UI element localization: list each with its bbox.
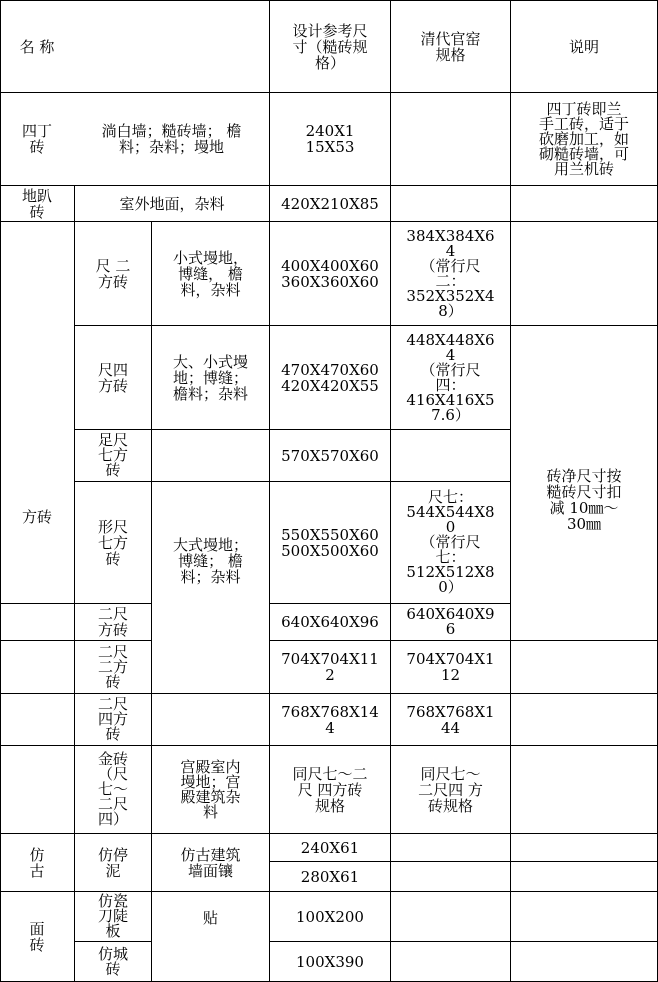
mianzhuan-design-size-b: 100X390	[296, 952, 364, 971]
er-chi-design-size: 640X640X96	[281, 613, 379, 631]
er-chi-name: 二尺 方砖	[97, 605, 128, 639]
header-name: 名 称	[19, 37, 55, 56]
sigong-use: 淌白墙；糙砖墙； 檐 料；杂料；墁地	[101, 122, 242, 156]
xing-chiqi-use: 大式墁地； 博缝； 檐 料；杂料	[172, 536, 248, 586]
header-design-size: 设计参考尺 寸（糙砖规 格）	[292, 21, 368, 72]
sigong-note: 四丁砖即兰 手工砖，适于 砍磨加工，如 砌糙砖墙，可 用兰机砖	[538, 99, 629, 178]
chi-si-name: 尺四 方砖	[97, 360, 128, 395]
er-chi-qing-size: 640X640X9 6	[406, 605, 495, 638]
dipa-design-size: 420X210X85	[281, 194, 379, 213]
chi-si-design-size: 470X470X60 420X420X55	[281, 360, 379, 395]
dipa-use: 室外地面，杂料	[119, 194, 225, 213]
xing-chiqi-design-size: 550X550X60 500X500X60	[281, 525, 379, 560]
header-qing-size: 清代官窑 规格	[420, 29, 481, 64]
er-chi-er-name: 二尺 二方 砖	[97, 642, 128, 691]
chi-er-design-size: 400X400X60 360X360X60	[281, 256, 379, 291]
mianzhuan-use: 贴	[202, 909, 218, 927]
xing-chiqi-name: 形尺 七方 砖	[97, 517, 128, 568]
er-chi-si-qing-size: 768X768X1 44	[406, 702, 495, 737]
mianzhuan-name-a: 仿瓷 刀陡 板	[97, 892, 128, 940]
fanggu-design-size-a: 240X61	[300, 838, 360, 857]
jinzhuan-name: 金砖 （尺 七～ 二尺 四）	[97, 750, 128, 828]
zu-chiqi-name: 足尺 七方 砖	[97, 431, 128, 479]
chi-si-qing-size: 448X448X6 4 （常行尺 四： 416X416X5 7.6）	[406, 330, 495, 424]
chi-er-qing-size: 384X384X6 4 （常行尺 二： 352X352X4 8）	[406, 226, 495, 320]
mianzhuan-design-size-a: 100X200	[296, 907, 364, 926]
fanggu-name: 仿停 泥	[97, 845, 128, 880]
sigong-name: 四丁 砖	[21, 122, 52, 156]
zu-chiqi-design-size: 570X570X60	[281, 446, 379, 465]
er-chi-er-design-size: 704X704X11 2	[281, 650, 379, 684]
chi-er-name: 尺 二 方砖	[95, 256, 131, 291]
chi-er-use: 小式墁地， 博缝， 檐 料，杂料	[172, 248, 248, 299]
fanggu-use: 仿古建筑 墙面镶	[180, 845, 241, 880]
header-note: 说明	[568, 37, 599, 56]
xing-chiqi-qing-size: 尺七： 544X544X8 0 （常行尺 七： 512X512X8 0）	[406, 488, 495, 596]
sigong-design-size: 240X1 15X53	[305, 122, 355, 156]
fangzhuan-note: 砖净尺寸按 糙砖尺寸扣 减 10㎜～ 30㎜	[546, 467, 622, 533]
mianzhuan-name-b: 仿城 砖	[97, 944, 128, 978]
dipa-name: 地趴 砖	[21, 186, 52, 221]
er-chi-si-design-size: 768X768X14 4	[281, 702, 379, 737]
fangzhuan-group-label: 方砖	[21, 507, 52, 526]
fanggu-design-size-b: 280X61	[300, 867, 360, 886]
mianzhuan-group-label: 面 砖	[29, 919, 45, 954]
jinzhuan-use: 宫殿室内 墁地；宫 殿建筑杂 料	[180, 757, 241, 821]
fanggu-group-label: 仿 古	[29, 845, 45, 880]
er-chi-er-qing-size: 704X704X1 12	[406, 650, 495, 684]
chi-si-use: 大、小式墁 地；博缝； 檐料；杂料	[172, 352, 248, 403]
jinzhuan-design-size: 同尺七～二 尺 四方砖 规格	[292, 764, 368, 815]
er-chi-si-name: 二尺 四方 砖	[97, 695, 128, 743]
jinzhuan-qing-size: 同尺七～ 二尺四 方 砖规格	[418, 764, 483, 815]
